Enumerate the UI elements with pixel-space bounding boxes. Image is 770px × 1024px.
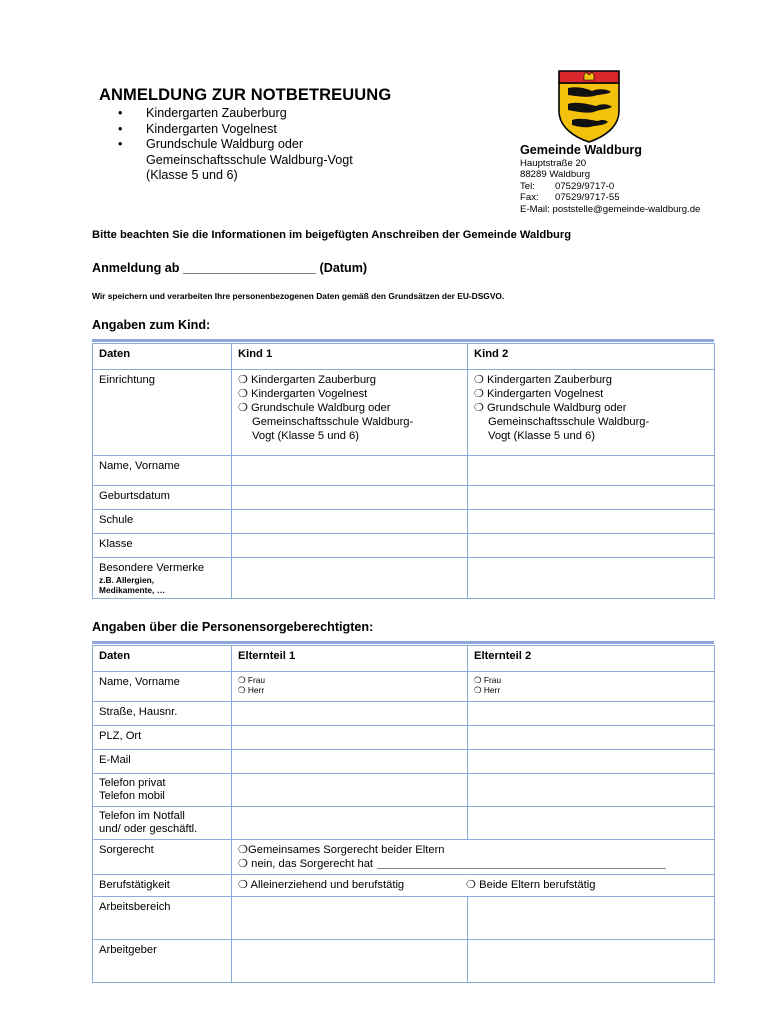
input-cell[interactable] [468, 558, 715, 599]
table-row [93, 456, 715, 486]
facility-checkbox[interactable]: ❍ Kindergarten Vogelnest [238, 388, 368, 400]
input-cell[interactable] [232, 486, 468, 510]
input-cell[interactable] [468, 510, 715, 534]
list-item: • Kindergarten Zauberburg [118, 106, 353, 122]
custody-checkbox[interactable]: ❍ nein, das Sorgerecht hat [238, 857, 708, 871]
row-label: PLZ, Ort [93, 726, 232, 750]
input-cell[interactable] [232, 558, 468, 599]
parent-section-title: Angaben über die Personensorgeberechtigten: [92, 620, 374, 634]
section-divider [92, 641, 714, 644]
table-row [93, 807, 715, 840]
column-header: Elternteil 2 [468, 646, 715, 672]
row-label: Berufstätigkeit [93, 875, 232, 897]
input-cell[interactable] [232, 726, 468, 750]
input-cell[interactable] [232, 940, 468, 983]
list-item: • Kindergarten Vogelnest [118, 122, 353, 138]
list-item-continuation: Gemeinschaftsschule Waldburg-Vogt [146, 152, 353, 167]
row-label: Arbeitgeber [93, 940, 232, 983]
table-row [93, 940, 715, 983]
table-row [93, 534, 715, 558]
row-label: Telefon im Notfall und/ oder geschäftl. [93, 807, 232, 840]
row-label: E-Mail [93, 750, 232, 774]
info-notice: Bitte beachten Sie die Informationen im beigefügten Anschreiben der Gemeinde Waldburg [92, 229, 572, 241]
input-cell[interactable] [468, 750, 715, 774]
input-cell[interactable] [232, 534, 468, 558]
input-cell[interactable] [232, 897, 468, 940]
table-row [93, 510, 715, 534]
row-label: Sorgerecht [93, 840, 232, 875]
input-cell[interactable] [468, 672, 715, 702]
salutation-checkbox[interactable]: ❍ Herr [474, 685, 501, 695]
facility-checkbox[interactable]: ❍ Kindergarten Vogelnest [474, 388, 604, 400]
page-title: ANMELDUNG ZUR NOTBETREUUNG [99, 86, 392, 104]
address-fax: Fax: 07529/9717-55 [520, 192, 620, 204]
column-header: Daten [93, 646, 232, 672]
salutation-checkbox[interactable]: ❍ Herr [238, 685, 265, 695]
table-row [93, 840, 715, 875]
row-label: Straße, Hausnr. [93, 702, 232, 726]
table-row [93, 726, 715, 750]
input-cell[interactable] [232, 672, 468, 702]
input-cell[interactable] [232, 456, 468, 486]
table-row [93, 897, 715, 940]
facility-checkbox[interactable]: ❍ Kindergarten Zauberburg [238, 374, 376, 386]
table-row [93, 672, 715, 702]
input-cell[interactable] [232, 774, 468, 807]
input-cell[interactable] [468, 807, 715, 840]
facility-checkbox[interactable]: ❍ Grundschule Waldburg oder [474, 402, 627, 414]
municipality-crest-icon [556, 69, 622, 143]
employment-checkbox[interactable]: ❍ Beide Eltern berufstätig [466, 879, 596, 891]
table-row [93, 558, 715, 599]
input-cell[interactable] [468, 486, 715, 510]
address-city: 88289 Waldburg [520, 169, 591, 181]
facility-list [118, 106, 353, 184]
facility-options-child-1[interactable]: ❍ Kindergarten Zauberburg ❍ Kindergarten Vogelnest ❍ Grundschule Waldburg oder Gemeinschaftsschule Waldburg- Vogt (Klasse 5 und 6) [232, 370, 468, 456]
row-label: Klasse [93, 534, 232, 558]
salutation-checkbox[interactable]: ❍ Frau [238, 675, 266, 685]
row-label: Schule [93, 510, 232, 534]
table-row [93, 875, 715, 897]
table-header-row [93, 646, 715, 672]
column-header: Daten [93, 344, 232, 370]
row-label: Telefon privat Telefon mobil [93, 774, 232, 807]
row-label: Geburtsdatum [93, 486, 232, 510]
employment-options[interactable] [232, 875, 715, 897]
table-header-row [93, 344, 715, 370]
row-label: Einrichtung [93, 370, 232, 456]
table-row [93, 750, 715, 774]
address-email: E-Mail: poststelle@gemeinde-waldburg.de [520, 203, 701, 215]
input-cell[interactable] [468, 726, 715, 750]
municipality-address [520, 158, 700, 215]
registration-date-field[interactable]: Anmeldung ab ___________________ (Datum) [92, 261, 368, 275]
table-row [93, 774, 715, 807]
employment-checkbox[interactable]: ❍ Alleinerziehend und berufstätig [238, 879, 405, 891]
table-row [93, 370, 715, 456]
input-cell[interactable] [468, 702, 715, 726]
input-cell[interactable] [468, 774, 715, 807]
row-label: Arbeitsbereich [93, 897, 232, 940]
column-header: Kind 2 [468, 344, 715, 370]
column-header: Kind 1 [232, 344, 468, 370]
input-cell[interactable] [232, 510, 468, 534]
custody-options[interactable] [232, 840, 715, 875]
input-cell[interactable] [468, 534, 715, 558]
input-cell[interactable] [232, 807, 468, 840]
table-row [93, 486, 715, 510]
custody-checkbox[interactable]: ❍Gemeinsames Sorgerecht beider Eltern [238, 844, 445, 856]
input-cell[interactable] [232, 702, 468, 726]
address-phone: Tel: 07529/9717-0 [520, 180, 615, 192]
column-header: Elternteil 1 [232, 646, 468, 672]
address-street: Hauptstraße 20 [520, 158, 587, 169]
municipality-name: Gemeinde Waldburg [520, 143, 642, 157]
parent-table [92, 645, 715, 983]
row-label: Name, Vorname [93, 456, 232, 486]
section-divider [92, 339, 714, 342]
facility-checkbox[interactable]: ❍ Grundschule Waldburg oder [238, 402, 391, 414]
table-row [93, 702, 715, 726]
facility-checkbox[interactable]: ❍ Kindergarten Zauberburg [474, 374, 612, 386]
list-item: • Grundschule Waldburg oder [118, 137, 353, 153]
child-table [92, 343, 715, 599]
privacy-notice: Wir speichern und verarbeiten Ihre personenbezogenen Daten gemäß den Grundsätzen der EU-DSGVO. [92, 291, 505, 301]
custody-holder-field[interactable] [377, 868, 666, 869]
row-label: Besondere Vermerke z.B. Allergien, Medikamente, … [93, 558, 232, 599]
child-section-title: Angaben zum Kind: [92, 318, 211, 332]
input-cell[interactable] [468, 456, 715, 486]
input-cell[interactable] [232, 750, 468, 774]
input-cell[interactable] [468, 940, 715, 983]
facility-options-child-2[interactable]: ❍ Kindergarten Zauberburg ❍ Kindergarten Vogelnest ❍ Grundschule Waldburg oder Gemeinschaftsschule Waldburg- Vogt (Klasse 5 und 6) [468, 370, 715, 456]
list-item-continuation: (Klasse 5 und 6) [146, 168, 238, 183]
row-label: Name, Vorname [93, 672, 232, 702]
salutation-checkbox[interactable]: ❍ Frau [474, 675, 502, 685]
input-cell[interactable] [468, 897, 715, 940]
